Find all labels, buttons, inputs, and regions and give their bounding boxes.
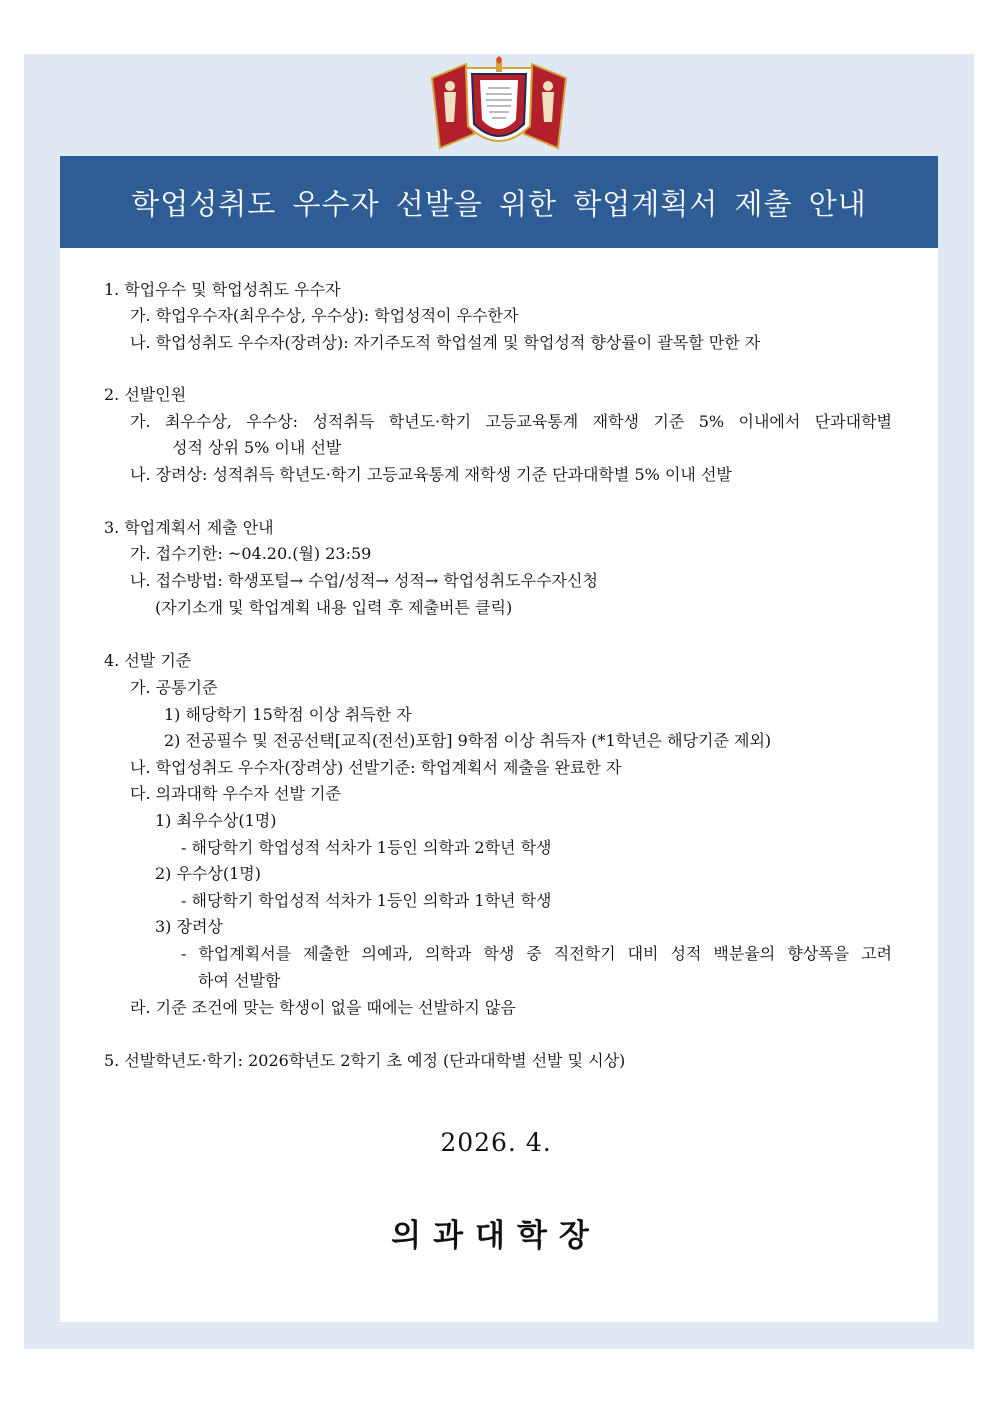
section-4-item-d: 라. 기준 조건에 맞는 학생이 없을 때에는 선발하지 않음 xyxy=(130,998,516,1017)
section-4-item-c-2-detail: - 해당학기 학업성적 석차가 1등인 의학과 1학년 학생 xyxy=(181,891,552,910)
section-4-item-c-3: 3) 장려상 xyxy=(155,917,223,936)
university-emblem-icon xyxy=(426,56,572,156)
section-3-item-a: 가. 접수기한: ~04.20.(월) 23:59 xyxy=(130,544,372,563)
section-1-item-b: 나. 학업성취도 우수자(장려상): 자기주도적 학업설계 및 학업성적 향상률이 괄목할 만한 자 xyxy=(130,333,761,352)
section-2-item-b: 나. 장려상: 성적취득 학년도·학기 고등교육통계 재학생 기준 단과대학별 5% 이내 선발 xyxy=(130,465,732,484)
section-4-item-a: 가. 공통기준 xyxy=(130,678,218,697)
section-4-item-c-3-detail-cont: 하여 선발함 xyxy=(198,971,281,990)
section-1-item-a: 가. 학업우수자(최우수상, 우수상): 학업성적이 우수한자 xyxy=(130,306,519,325)
section-4-item-c-2: 2) 우수상(1명) xyxy=(155,864,261,883)
section-2-item-a-cont: 성적 상위 5% 이내 선발 xyxy=(172,438,342,457)
section-5-heading: 5. 선발학년도·학기: 2026학년도 2학기 초 예정 (단과대학별 선발 및 시상) xyxy=(104,1051,626,1070)
document-title: 학업성취도 우수자 선발을 위한 학업계획서 제출 안내 xyxy=(131,186,867,221)
section-4-item-b: 나. 학업성취도 우수자(장려상) 선발기준: 학업계획서 제출을 완료한 자 xyxy=(130,758,622,777)
section-3-item-b: 나. 접수방법: 학생포털→ 수업/성적→ 성적→ 학업성취도우수자신청 xyxy=(130,571,598,590)
section-4-heading: 4. 선발 기준 xyxy=(104,651,192,670)
section-4-item-c-1-detail: - 해당학기 학업성적 석차가 1등인 의학과 2학년 학생 xyxy=(181,838,552,857)
section-4-item-c: 다. 의과대학 우수자 선발 기준 xyxy=(130,784,341,803)
section-4-item-c-3-detail: - 학업계획서를 제출한 의예과, 의학과 학생 중 직전학기 대비 성적 백분율의 향상폭을 고려 xyxy=(181,944,892,963)
section-4-item-a-1: 1) 해당학기 15학점 이상 취득한 자 xyxy=(164,705,412,724)
title-banner xyxy=(60,156,938,248)
section-2-item-a: 가. 최우수상, 우수상: 성적취득 학년도·학기 고등교육통계 재학생 기준 5% 이내에서 단과대학별 xyxy=(130,412,892,431)
section-3-item-b-note: (자기소개 및 학업계획 내용 입력 후 제출버튼 클릭) xyxy=(155,598,513,617)
section-4-item-c-1: 1) 최우수상(1명) xyxy=(155,811,277,830)
section-4-item-a-2: 2) 전공필수 및 전공선택[교직(전선)포함] 9학점 이상 취득자 (*1학년은 해당기준 제외) xyxy=(164,731,772,750)
document-date: 2026. 4. xyxy=(440,1128,552,1157)
section-1-heading: 1. 학업우수 및 학업성취도 우수자 xyxy=(104,280,341,299)
section-2-heading: 2. 선발인원 xyxy=(104,385,187,404)
section-3-heading: 3. 학업계획서 제출 안내 xyxy=(104,518,274,537)
signature-dean: 의과대학장 xyxy=(391,1218,601,1254)
